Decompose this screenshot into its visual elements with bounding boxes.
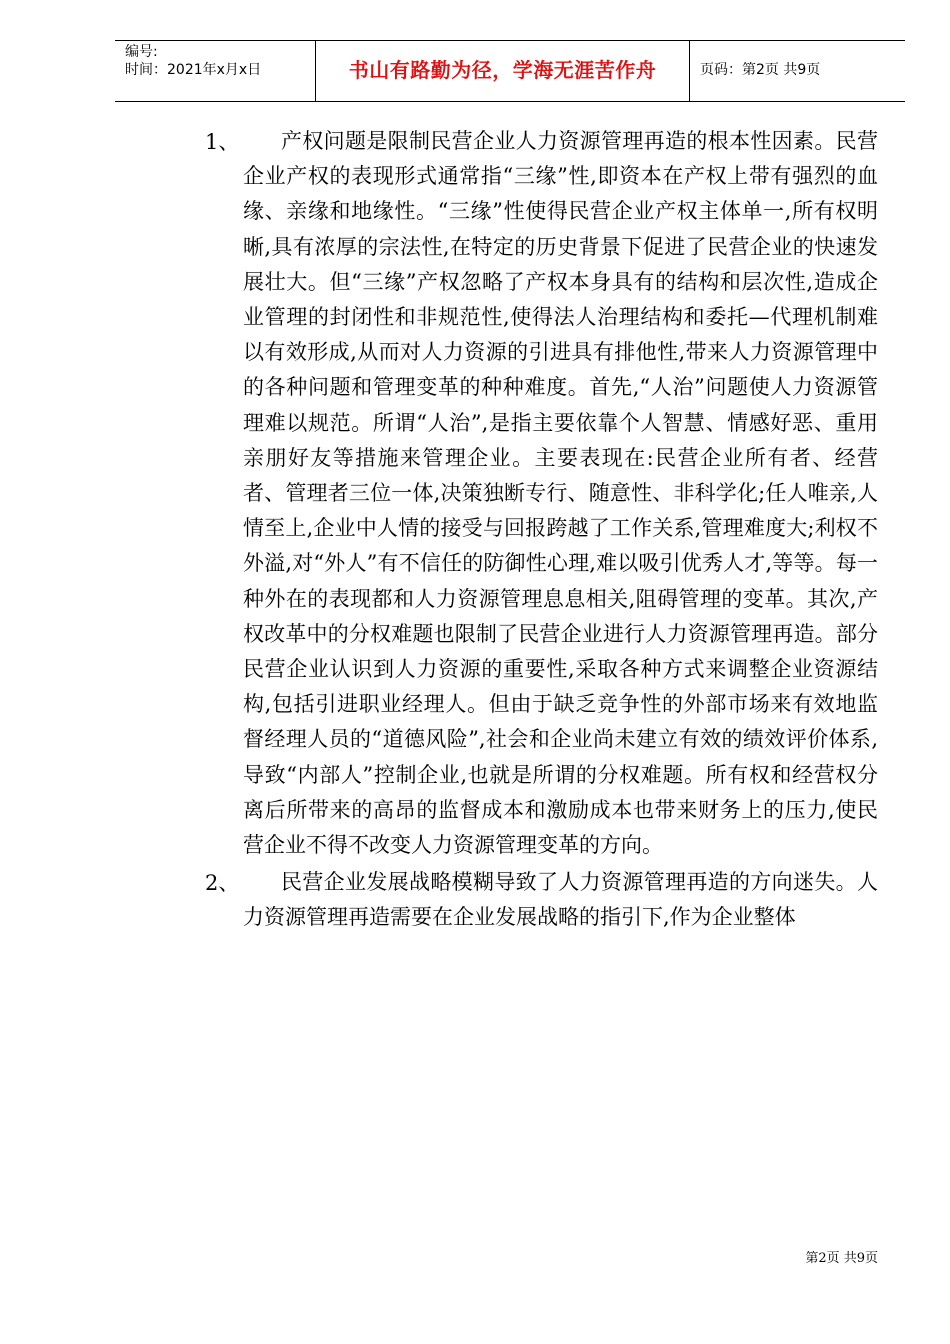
header-motto: 书山有路勤为径，学海无涯苦作舟 bbox=[316, 41, 690, 101]
list-item-text: 民营企业发展战略模糊导致了人力资源管理再造的方向迷失。人力资源管理再造需要在企业发展战略的指引下,作为企业整体 bbox=[243, 870, 878, 930]
header-page-code: 页码：第2页 共9页 bbox=[700, 62, 821, 78]
list-item-number: 2、 bbox=[205, 871, 240, 896]
list-item-text: 产权问题是限制民营企业人力资源管理再造的根本性因素。民营企业产权的表现形式通常指“三缘”性,即资本在产权上带有强烈的血缘、亲缘和地缘性。“三缘”性使得民营企业产权主体单一,所有权明晰,具有浓厚的宗法性,在特定的历史背景下促进了民营企业的快速发展壮大。但“三缘”产权忽略了产权本身具有的结构和层次性,造成企业管理的封闭性和非规范性,使得法人治理结构和委托—代理机制难以有效形成,从而对人力资源的引进具有排他性,带来人力资源管理中的各种问题和管理变革的种种难度。首先,“人治”问题使人力资源管理难以规范。所谓“人治”,是指主要依靠个人智慧、情感好恶、重用亲朋好友等措施来管理企业。主要表现在:民营企业所有者、经营者、管理者三位一体,决策独断专行、随意性、非科学化;任人唯亲,人情至上,企业中人情的接受与回报跨越了工作关系,管理难度大;利权不外溢,对“外人”有不信任的防御性心理,难以吸引优秀人才,等等。每一种外在的表现都和人力资源管理息息相关,阻碍管理的变革。其次,产权改革中的分权难题也限制了民营企业进行人力资源管理再造。部分民营企业认识到人力资源的重要性,采取各种方式来调整企业资源结构,包括引进职业经理人。但由于缺乏竞争性的外部市场来有效地监督经理人员的“道德风险”,社会和企业尚未建立有效的绩效评价体系,导致“内部人”控制企业,也就是所谓的分权难题。所有权和经营权分离后所带来的高昂的监督成本和激励成本也带来财务上的压力,使民营企业不得不改变人力资源管理变革的方向。 bbox=[243, 129, 878, 858]
list-item-number: 1、 bbox=[205, 130, 240, 154]
doc-time-label: 时间：2021年x月x日 bbox=[125, 62, 262, 78]
document-body bbox=[205, 124, 895, 936]
doc-id-label: 编号: bbox=[125, 44, 158, 60]
list-item bbox=[205, 124, 895, 863]
list-item bbox=[205, 865, 895, 935]
page-footer: 第2页 共9页 bbox=[805, 1251, 878, 1266]
page-header bbox=[115, 40, 905, 102]
header-meta bbox=[115, 41, 316, 101]
